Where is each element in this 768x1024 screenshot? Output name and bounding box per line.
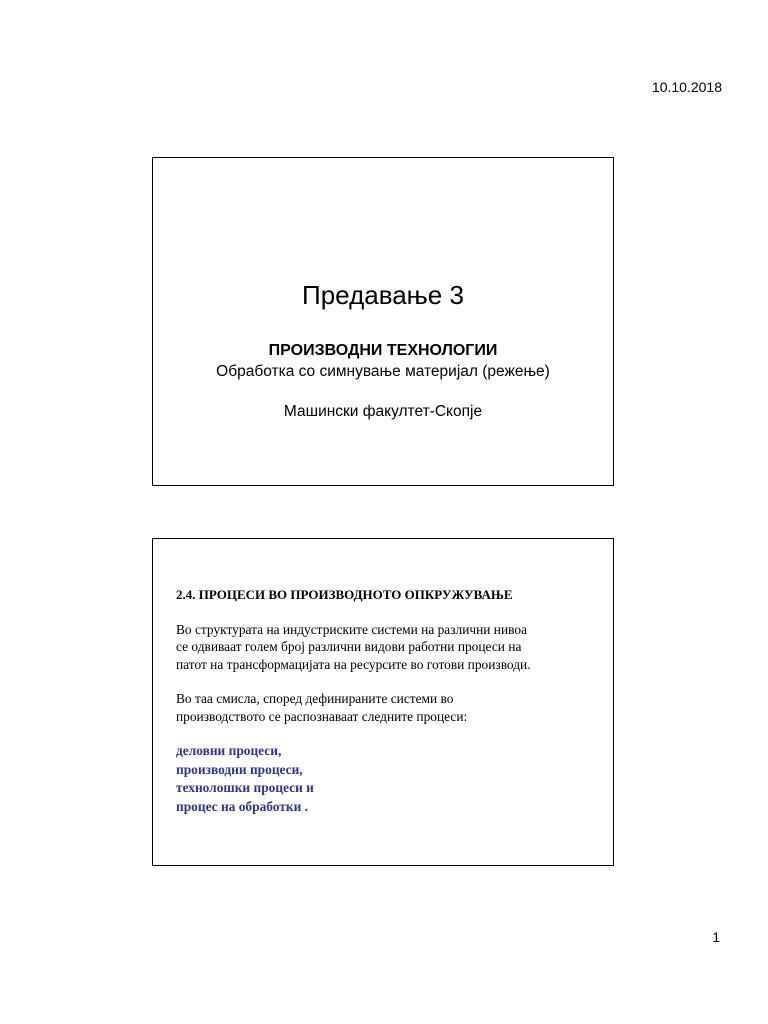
context-paragraph (176, 690, 603, 725)
page-number: 1 (712, 929, 720, 945)
slide-processes (152, 538, 614, 866)
list-item: процес на обработки . (176, 798, 309, 814)
process-list (176, 742, 603, 816)
lecture-title: Предавање 3 (302, 280, 464, 310)
page-date: 10.10.2018 (651, 79, 722, 95)
lecture-topic: Обработка со симнување материјал (режење) (216, 363, 550, 380)
slide-content (176, 586, 603, 816)
course-subject: ПРОИЗВОДНИ ТЕХНОЛОГИИ (268, 342, 498, 359)
paragraph-line: Во таа смисла, според дефинираните системи во (176, 691, 454, 706)
list-item: технолошки процеси и (176, 780, 314, 795)
list-item: деловни процеси, (176, 743, 282, 758)
paragraph-line: се одвиваат голем број различни видови работни процеси на (176, 639, 522, 654)
section-heading: 2.4. ПРОЦЕСИ ВО ПРОИЗВОДНОТО ОПКРУЖУВАЊЕ (176, 587, 513, 602)
paragraph-line: производството се распознаваат следните процеси: (176, 708, 468, 724)
paragraph-line: Во структурата на индустриските системи на различни нивоа (176, 621, 528, 637)
intro-paragraph (176, 621, 603, 674)
list-item: производни процеси, (176, 761, 303, 777)
faculty-name: Машински факултет-Скопје (283, 403, 483, 420)
paragraph-line: патот на трансформацијата на ресурсите во готови производи. (176, 656, 531, 672)
slide-title (152, 157, 614, 486)
